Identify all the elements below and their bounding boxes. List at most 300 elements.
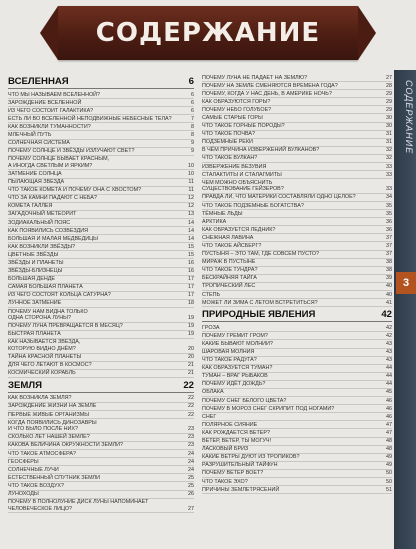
toc-entry	[202, 147, 392, 155]
toc-entry-title: ЧТО ТАКОЕ РАДУГА?	[202, 357, 257, 364]
toc-entry-page: 29	[386, 106, 392, 113]
toc-entry	[8, 499, 194, 514]
toc-section-heading	[202, 309, 392, 322]
toc-entry-page: 42	[381, 309, 392, 321]
toc-entry-title: САМАЯ БОЛЬШАЯ ПЛАНЕТА	[8, 284, 83, 291]
toc-entry-page: 27	[386, 74, 392, 81]
toc-entry	[202, 131, 392, 139]
toc-entry	[202, 446, 392, 454]
toc-entry-title: ВЕТЕР, ВЕТЕР, ТЫ МОГУЧ!	[202, 438, 271, 445]
toc-entry-title: АРКТИКА	[202, 218, 227, 225]
toc-entry-page: 37	[386, 234, 392, 241]
toc-entry-page: 14	[188, 219, 194, 226]
toc-entry-title: ЛАСКОВЫЙ БРИЗ	[202, 446, 249, 453]
toc-entry	[8, 243, 194, 251]
toc-entry-title: ПОЧЕМУ В ПОЛНОЛУНИЕ ДИСК ЛУНЫ НАПОМИНАЕТ ЧЕЛОВЕЧЕСКОЕ ЛИЦО?	[8, 499, 149, 512]
toc-entry-page: 19	[188, 315, 194, 322]
toc-entry	[202, 139, 392, 147]
toc-entry	[8, 251, 194, 259]
toc-entry-page: 43	[386, 340, 392, 347]
toc-entry-page: 11	[188, 187, 194, 194]
toc-entry-title: ЗОДИАКАЛЬНЫЙ ПОЯС	[8, 219, 71, 226]
toc-entry	[8, 403, 194, 411]
toc-entry	[202, 210, 392, 218]
toc-entry	[8, 91, 194, 99]
toc-entry	[8, 450, 194, 458]
toc-entry-page: 30	[386, 114, 392, 121]
toc-entry-page: 11	[188, 179, 194, 186]
toc-entry-page: 35	[386, 202, 392, 209]
toc-entry	[8, 284, 194, 292]
toc-entry-page: 49	[386, 454, 392, 461]
toc-entry-page: 33	[386, 163, 392, 170]
toc-entry-title: ЦВЕТНЫЕ ЗВЁЗДЫ	[8, 251, 59, 258]
toc-entry-page: 8	[191, 131, 194, 138]
toc-entry-title: ПЫЛАЮЩАЯ ЗВЕЗДА	[8, 179, 65, 186]
toc-entry-page: 29	[386, 98, 392, 105]
toc-entry	[8, 308, 194, 323]
toc-entry	[202, 202, 392, 210]
toc-entry-title: ПУСТЫНЯ – ЭТО ТАМ, ГДЕ СОВСЕМ ПУСТО?	[202, 251, 320, 258]
toc-entry-page: 26	[188, 491, 194, 497]
toc-entry	[202, 106, 392, 114]
toc-entry-title: ЗАРОЖДЕНИЕ ВСЕЛЕННОЙ	[8, 99, 82, 106]
toc-entry-title: ЧТО ТАКОЕ КОМЕТА И ПОЧЕМУ ОНА С ХВОСТОМ?	[8, 187, 142, 194]
toc-entry	[202, 259, 392, 267]
toc-entry	[202, 429, 392, 437]
toc-entry	[8, 170, 194, 178]
toc-entry-title: КАКОВА ВЕЛИЧИНА ОКРУЖНОСТИ ЗЕМЛИ?	[8, 442, 124, 449]
toc-entry	[8, 131, 194, 139]
edge-label: СОДЕРЖАНИЕ	[404, 80, 414, 155]
toc-entry	[8, 292, 194, 300]
toc-entry-title: КАК ОБРАЗУЮТСЯ ГОРЫ?	[202, 98, 271, 105]
toc-entry-page: 10	[188, 162, 194, 169]
toc-entry-title: ТАЙНА КРАСНОЙ ПЛАНЕТЫ	[8, 354, 82, 361]
toc-entry-title: ЧТО ТАКОЕ ЭХО?	[202, 478, 248, 485]
toc-entry-page: 15	[188, 251, 194, 258]
toc-entry-page: 43	[386, 357, 392, 364]
toc-entry-page: 10	[188, 170, 194, 177]
toc-entry-page: 30	[386, 123, 392, 130]
toc-entry-page: 37	[386, 242, 392, 249]
toc-entry	[202, 98, 392, 106]
toc-entry	[202, 389, 392, 397]
toc-entry	[202, 74, 392, 82]
toc-entry-title: ШАРОВАЯ МОЛНИЯ	[202, 349, 255, 355]
toc-entry-title: СКОЛЬКО ЛЕТ НАШЕЙ ЗЕМЛЕ?	[8, 434, 90, 441]
toc-entry-page: 7	[191, 115, 194, 122]
toc-entry-page: 25	[188, 482, 194, 489]
toc-entry	[8, 370, 194, 378]
toc-entry-page: 49	[386, 462, 392, 469]
toc-entry-title: МЛЕЧНЫЙ ПУТЬ	[8, 131, 52, 138]
toc-entry-title: ЗВЁЗДЫ-БЛИЗНЕЦЫ	[8, 268, 63, 275]
toc-entry	[8, 331, 194, 339]
toc-entry	[8, 107, 194, 115]
toc-entry-page: 6	[191, 99, 194, 106]
toc-entry	[202, 267, 392, 275]
toc-entry-title: ГРОЗА	[202, 324, 220, 331]
toc-entry-title: КАК ПОЯВИЛИСЬ СОЗВЕЗДИЯ	[8, 227, 88, 234]
toc-entry	[202, 470, 392, 478]
toc-entry-page: 38	[386, 259, 392, 266]
toc-entry-page: 16	[188, 259, 194, 266]
toc-entry-title: ИЗ ЧЕГО СОСТОИТ ГАЛАКТИКА?	[8, 107, 94, 114]
toc-entry-title: ЕСТЬ ЛИ ВО ВСЕЛЕННОЙ НЕПОДВИЖНЫЕ НЕБЕСНЫЕ ТЕЛА?	[8, 115, 172, 122]
toc-entry-title: КАК ОБРАЗУЕТСЯ ЛЕДНИК?	[202, 226, 276, 233]
toc-entry-page: 46	[386, 397, 392, 404]
toc-entry	[8, 442, 194, 450]
toc-entry	[202, 234, 392, 242]
toc-entry-page: 46	[386, 413, 392, 420]
toc-entry-page: 20	[188, 346, 194, 352]
toc-entry	[8, 474, 194, 482]
toc-entry	[8, 187, 194, 195]
toc-entry-title: ПОЧЕМУ СОЛНЦЕ БЫВАЕТ КРАСНЫМ, А ИНОГДА СВЕТЛЫМ И ЯРКИМ?	[8, 156, 110, 169]
toc-entry-title: БЫСТРАЯ ПЛАНЕТА	[8, 331, 61, 338]
toc-entry-page: 36	[386, 226, 392, 233]
toc-entry-title: ПРАВДА ЛИ, ЧТО МАТЕРИКИ СОСТАВЛЯЛИ ОДНО ЦЕЛОЕ?	[202, 194, 356, 201]
toc-entry-title: ТЁМНЫЕ ЛЬДЫ	[202, 210, 243, 217]
toc-entry-page: 15	[188, 243, 194, 250]
toc-entry-page: 50	[386, 478, 392, 485]
toc-entry-page: 29	[386, 90, 392, 97]
toc-entry-page: 42	[386, 324, 392, 331]
toc-entry-title: ПОДЗЕМНЫЕ РЕКИ	[202, 139, 253, 146]
toc-entry-title: ЧЕМ МОЖНО ОБЪЯСНИТЬ СУЩЕСТВОВАНИЕ ГЕЙЗЕРОВ?	[202, 179, 284, 193]
toc-entry-title: ЧТО МЫ НАЗЫВАЕМ ВСЕЛЕННОЙ?	[8, 91, 101, 98]
toc-entry-page: 6	[191, 107, 194, 114]
toc-entry-title: ДЛЯ ЧЕГО ЛЕТАЮТ В КОСМОС?	[8, 362, 92, 369]
toc-entry-page: 40	[386, 283, 392, 290]
toc-entry	[202, 332, 392, 340]
toc-entry-title: ПОЧЕМУ ЛУНА ПРЕВРАЩАЕТСЯ В МЕСЯЦ?	[8, 323, 123, 330]
toc-entry-title: ПОЧЕМУ В МОРОЗ СНЕГ СКРИПИТ ПОД НОГАМИ?	[202, 405, 335, 412]
toc-entry-page: 23	[188, 434, 194, 441]
toc-entry-page: 48	[386, 446, 392, 453]
toc-entry-title: ПОЧЕМУ ЛУНА НЕ ПАДАЕТ НА ЗЕМЛЮ?	[202, 74, 308, 81]
toc-entry-title: СОЛНЕЧНАЯ СИСТЕМА	[8, 140, 70, 147]
toc-entry-page: 17	[188, 276, 194, 283]
toc-entry-page: 14	[188, 227, 194, 234]
toc-entry	[202, 413, 392, 421]
toc-entry-title: КАК НАЗЫВАЕТСЯ ЗВЕЗДА, КОТОРУЮ ВИДНО ДНЁМ?	[8, 339, 81, 352]
toc-entry-title: ТУМАН – ВРАГ РЫБАКОВ	[202, 373, 268, 380]
toc-entry-title: ЧТО ТАКОЕ ГОРНЫЕ ПОРОДЫ?	[202, 123, 285, 130]
toc-entry	[202, 171, 392, 179]
toc-entry-page: 48	[386, 438, 392, 445]
toc-entry-page: 37	[386, 251, 392, 258]
toc-entry-page: 22	[188, 395, 194, 402]
toc-entry	[202, 340, 392, 348]
toc-entry	[202, 123, 392, 131]
toc-entry	[8, 123, 194, 131]
toc-entry-title: МИРАЖ В ПУСТЫНЕ	[202, 259, 256, 266]
toc-entry-title: ЛУНОХОДЫ	[8, 491, 39, 497]
toc-entry-title: РАЗРУШИТЕЛЬНЫЙ ТАЙФУН	[202, 462, 278, 469]
toc-entry	[202, 357, 392, 365]
toc-entry	[8, 466, 194, 474]
toc-entry	[8, 259, 194, 267]
toc-entry-title: КАК РОЖДАЕТСЯ ВЕТЕР?	[202, 429, 270, 436]
toc-entry-page: 9	[191, 140, 194, 147]
toc-entry-page: 47	[386, 429, 392, 436]
toc-entry	[8, 235, 194, 243]
toc-entry	[8, 339, 194, 354]
toc-entry	[202, 179, 392, 194]
toc-entry-title: ПОЧЕМУ НАМ ВИДНА ТОЛЬКО ОДНА СТОРОНА ЛУНЫ?	[8, 308, 88, 322]
toc-entry-title: ЧТО ТАКОЕ ВУЛКАН?	[202, 155, 258, 162]
toc-entry	[8, 411, 194, 419]
toc-entry-title: СНЕГ	[202, 413, 217, 420]
toc-entry-title: ПРИРОДНЫЕ ЯВЛЕНИЯ	[202, 309, 316, 321]
toc-entry	[8, 482, 194, 490]
toc-entry-title: ТРОПИЧЕСКИЙ ЛЕС	[202, 283, 256, 290]
toc-entry-page: 36	[386, 218, 392, 225]
toc-entry-page: 27	[188, 505, 194, 512]
toc-entry	[8, 276, 194, 284]
toc-entry	[8, 323, 194, 331]
toc-entry-title: ВСЕЛЕННАЯ	[8, 76, 69, 87]
toc-entry-title: ЧТО ТАКОЕ ВОЗДУХ?	[8, 482, 65, 489]
toc-entry	[8, 115, 194, 123]
toc-entry-page: 40	[386, 291, 392, 298]
toc-entry-title: КАК ВОЗНИКЛА ЗЕМЛЯ?	[8, 395, 72, 402]
toc-entry-title: ПОЛЯРНОЕ СИЯНИЕ	[202, 421, 258, 428]
toc-entry	[8, 99, 194, 107]
toc-entry-title: ПОЧЕМУ, КОГДА У НАС ДЕНЬ, В АМЕРИКЕ НОЧЬ?	[202, 90, 332, 97]
toc-entry-page: 41	[386, 299, 392, 306]
toc-entry-page: 35	[386, 210, 392, 217]
toc-entry-title: КАК ОБРАЗУЕТСЯ ТУМАН?	[202, 365, 273, 372]
toc-entry-page: 32	[386, 147, 392, 154]
toc-entry-page: 22	[188, 403, 194, 410]
toc-entry-title: ПОЧЕМУ ИДЁТ ДОЖДЬ?	[202, 381, 266, 388]
toc-entry	[8, 419, 194, 434]
toc-entry-title: ЗАГАДОЧНЫЙ МЕТЕОРИТ	[8, 211, 77, 218]
toc-entry-title: ЧТО ТАКОЕ ПОДЗЕМНЫЕ БОГАТСТВА?	[202, 202, 304, 209]
toc-entry	[202, 299, 392, 307]
toc-entry	[202, 462, 392, 470]
toc-entry-title: ЧТО ТАКОЕ ПОЧВА?	[202, 131, 255, 138]
toc-entry-page: 18	[188, 300, 194, 307]
toc-entry-title: ЕСТЕСТВЕННЫЙ СПУТНИК ЗЕМЛИ	[8, 474, 100, 481]
toc-entry-title: В ЧЁМ ПРИЧИНА ИЗВЕРЖЕНИЙ ВУЛКАНОВ?	[202, 147, 320, 154]
toc-entry-title: БОЛЬШАЯ И МАЛАЯ МЕДВЕДИЦЫ	[8, 235, 98, 242]
toc-entry-title: СНЕЖНАЯ ЛАВИНА	[202, 234, 254, 241]
toc-entry-page: 25	[188, 474, 194, 481]
toc-entry-title: КАК ВОЗНИКЛИ ТУМАННОСТИ?	[8, 123, 91, 130]
toc-entry	[8, 195, 194, 203]
toc-entry-page: 12	[188, 195, 194, 202]
toc-entry-page: 39	[386, 275, 392, 282]
toc-entry-title: ПОЧЕМУ ВЕТЕР ВОЕТ?	[202, 470, 264, 477]
toc-entry	[8, 179, 194, 187]
toc-left-column	[8, 74, 194, 513]
toc-entry-page: 19	[188, 323, 194, 330]
toc-entry-title: ИЗВЕРЖЕНИЕ ВЕЗУВИЯ	[202, 163, 267, 170]
page-title: СОДЕРЖАНИЕ	[95, 18, 321, 48]
toc-entry-page: 12	[188, 203, 194, 210]
toc-entry	[202, 405, 392, 413]
toc-entry-title: СТАЛАКТИТЫ И СТАЛАГМИТЫ	[202, 171, 282, 178]
toc-entry	[202, 242, 392, 250]
toc-entry-page: 42	[386, 332, 392, 339]
toc-entry-page: 24	[188, 450, 194, 457]
toc-entry-page: 43	[386, 349, 392, 355]
toc-entry-page: 9	[191, 148, 194, 155]
toc-entry	[202, 283, 392, 291]
toc-entry-title: КАКИЕ ВЕТРЫ ДУЮТ ИЗ ТРОПИКОВ?	[202, 454, 300, 461]
toc-entry-title: САМЫЕ СТАРЫЕ ГОРЫ	[202, 114, 263, 121]
toc-entry-title: ЧТО ТАКОЕ ТУНДРА?	[202, 267, 258, 274]
toc-entry	[202, 194, 392, 202]
toc-entry-page: 28	[386, 82, 392, 89]
toc-entry	[8, 491, 194, 499]
toc-entry-title: ЧТО ТАКОЕ АЙСБЕРГ?	[202, 242, 262, 249]
toc-entry	[8, 203, 194, 211]
toc-entry-page: 44	[386, 381, 392, 388]
toc-entry-title: ГЕОСФЕРЫ	[8, 458, 39, 465]
toc-entry-page: 44	[386, 365, 392, 372]
toc-entry	[8, 458, 194, 466]
toc-entry-page: 19	[188, 331, 194, 338]
toc-entry-title: ЗВЁЗДЫ И ПЛАНЕТЫ	[8, 259, 64, 266]
toc-entry	[202, 373, 392, 381]
toc-entry-title: КОГДА ПОЯВИЛИСЬ ДИНОЗАВРЫ И ЧТО БЫЛО ПОСЛЕ НИХ?	[8, 419, 97, 433]
toc-entry-title: ПОЧЕМУ СНЕГ БЕЛОГО ЦВЕТА?	[202, 397, 287, 404]
toc-entry	[8, 354, 194, 362]
toc-entry-title: ПОЧЕМУ НЕБО ГОЛУБОЕ?	[202, 106, 272, 113]
toc-entry-title: КОСМИЧЕСКИЙ КОРАБЛЬ	[8, 370, 76, 377]
toc-entry-title: ПЕРВЫЕ ЖИВЫЕ ОРГАНИЗМЫ	[8, 411, 90, 418]
toc-entry-page: 21	[188, 362, 194, 369]
toc-entry	[8, 395, 194, 403]
toc-entry-page: 23	[188, 426, 194, 433]
toc-entry	[202, 82, 392, 90]
toc-entry-title: ПРИЧИНЫ ЗЕМЛЕТРЯСЕНИЙ	[202, 486, 280, 493]
toc-entry-page: 33	[386, 171, 392, 178]
toc-entry-page: 50	[386, 470, 392, 477]
toc-entry	[8, 211, 194, 219]
toc-entry-page: 22	[183, 379, 194, 391]
toc-entry	[8, 227, 194, 235]
toc-entry-page: 17	[188, 284, 194, 291]
toc-section-heading	[8, 380, 194, 393]
toc-entry	[202, 438, 392, 446]
toc-entry	[202, 291, 392, 299]
toc-entry	[8, 219, 194, 227]
toc-entry-title: ЛУННОЕ ЗАТМЕНИЕ	[8, 300, 62, 307]
toc-entry	[8, 268, 194, 276]
toc-entry-title: ОБЛАКА	[202, 389, 224, 396]
toc-entry-page: 23	[188, 442, 194, 449]
toc-entry	[202, 155, 392, 163]
toc-entry-page: 51	[386, 486, 392, 493]
toc-entry-page: 24	[188, 458, 194, 465]
toc-entry-page: 6	[188, 76, 194, 87]
toc-entry-page: 47	[386, 421, 392, 428]
page-number-tab: 3	[396, 272, 416, 294]
toc-entry-page: 13	[188, 211, 194, 218]
toc-entry	[202, 226, 392, 234]
toc-entry-page: 45	[386, 389, 392, 396]
toc-entry-page: 34	[386, 194, 392, 201]
toc-entry	[202, 454, 392, 462]
toc-entry	[202, 486, 392, 494]
toc-entry-page: 33	[386, 186, 392, 193]
toc-entry-title: ПОЧЕМУ СОЛНЦЕ И ЗВЁЗДЫ ИЗЛУЧАЮТ СВЕТ?	[8, 148, 135, 155]
toc-entry	[8, 156, 194, 171]
toc-entry-page: 31	[386, 131, 392, 138]
toc-entry-title: ЧТО ТАКОЕ АТМОСФЕРА?	[8, 450, 76, 457]
toc-entry-title: БОЛЬШАЯ ДЕНДЕ	[8, 276, 55, 283]
toc-entry	[202, 218, 392, 226]
toc-entry-page: 16	[188, 268, 194, 275]
toc-entry-title: КОМЕТА ГАЛЛЕЯ	[8, 203, 53, 210]
toc-entry-title: ЗЕМЛЯ	[8, 379, 43, 391]
toc-entry	[202, 114, 392, 122]
toc-entry-title: СТЕПЬ	[202, 291, 221, 298]
toc-entry	[202, 324, 392, 332]
toc-entry-page: 17	[188, 292, 194, 299]
toc-entry	[202, 275, 392, 283]
toc-entry-title: БЕСКРАЙНЯЯ ТАЙГА	[202, 275, 257, 282]
toc-entry-title: КАКИЕ БЫВАЮТ МОЛНИИ?	[202, 340, 273, 347]
toc-right-column	[202, 74, 392, 494]
toc-entry	[202, 349, 392, 357]
toc-entry-page: 6	[191, 91, 194, 98]
toc-entry-title: ЗАТМЕНИЕ СОЛНЦА	[8, 170, 62, 177]
toc-entry-page: 32	[386, 155, 392, 162]
toc-entry-title: ИЗ ЧЕГО СОСТОЯТ КОЛЬЦА САТУРНА?	[8, 292, 111, 299]
toc-entry-page: 38	[386, 267, 392, 274]
toc-entry-page: 21	[188, 370, 194, 377]
toc-entry	[202, 421, 392, 429]
toc-entry-title: ПОЧЕМУ НА ЗЕМЛЕ СМЕНЯЮТСЯ ВРЕМЕНА ГОДА?	[202, 82, 338, 89]
toc-entry-page: 8	[191, 123, 194, 130]
title-banner	[58, 6, 358, 60]
toc-entry	[8, 362, 194, 370]
toc-entry	[202, 397, 392, 405]
toc-entry-page: 46	[386, 405, 392, 412]
toc-entry-page: 31	[386, 139, 392, 146]
toc-entry	[202, 381, 392, 389]
toc-entry-title: МОЖЕТ ЛИ ЗИМА С ЛЕТОМ ВСТРЕТИТЬСЯ?	[202, 299, 318, 306]
toc-entry-title: ЧТО ЗА КАМНИ ПАДАЮТ С НЕБА?	[8, 195, 97, 202]
toc-entry	[202, 365, 392, 373]
toc-entry-page: 44	[386, 373, 392, 380]
toc-entry-title: КАК ВОЗНИКЛИ ЗВЁЗДЫ?	[8, 243, 76, 250]
toc-entry	[8, 300, 194, 308]
toc-entry-page: 22	[188, 411, 194, 418]
toc-entry	[8, 140, 194, 148]
toc-entry-page: 20	[188, 354, 194, 361]
toc-entry-title: ЗАРОЖДЕНИЕ ЖИЗНИ НА ЗЕМЛЕ	[8, 403, 97, 410]
toc-entry-title: ПОЧЕМУ ГРЕМИТ ГРОМ?	[202, 332, 268, 339]
toc-entry	[202, 163, 392, 171]
toc-entry-page: 24	[188, 466, 194, 473]
toc-entry	[202, 251, 392, 259]
toc-entry	[202, 90, 392, 98]
toc-entry	[202, 478, 392, 486]
toc-entry-title: СОЛНЕЧНЫЕ ЛУЧИ	[8, 466, 59, 473]
toc-entry	[8, 434, 194, 442]
toc-section-heading	[8, 76, 194, 89]
toc-entry	[8, 148, 194, 156]
toc-entry-page: 14	[188, 235, 194, 242]
